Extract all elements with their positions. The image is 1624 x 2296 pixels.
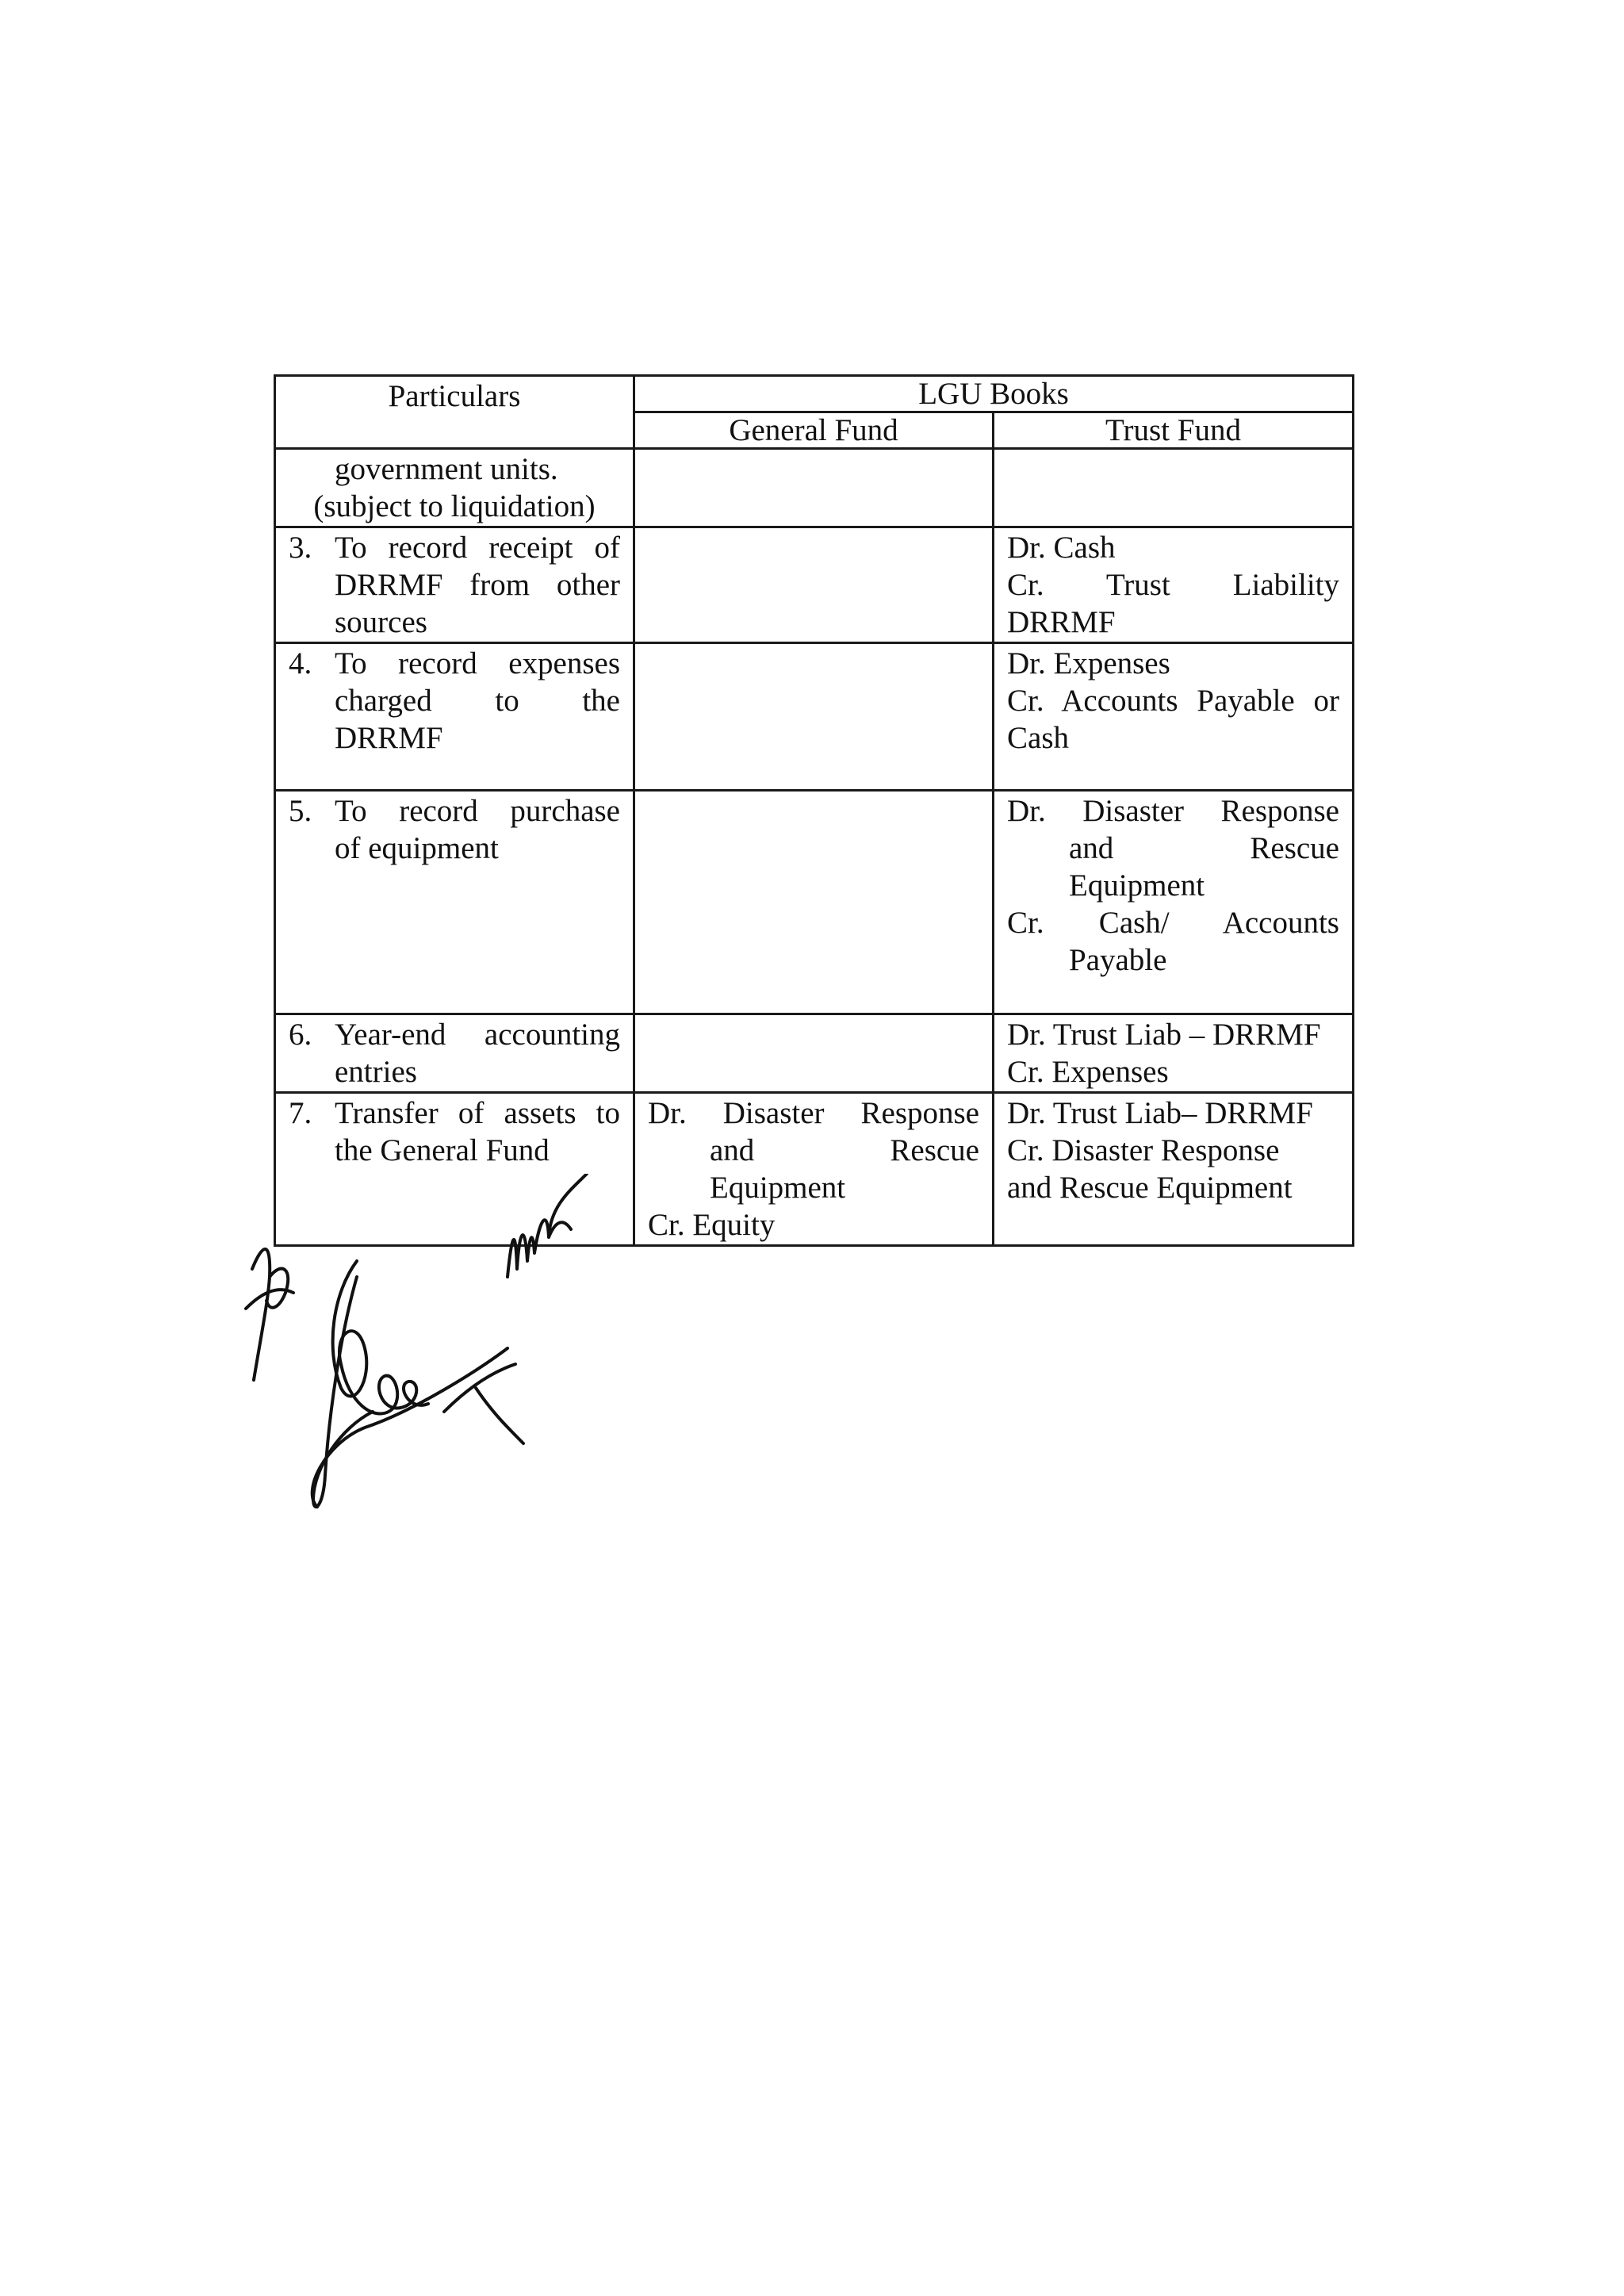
header-particulars: Particulars [275, 376, 634, 449]
trust-fund-line: Dr. Expenses [1007, 646, 1170, 680]
trust-fund-line: Cr. Expenses [1007, 1055, 1169, 1089]
trust-fund-line: Dr. Trust Liab – DRRMF [1007, 1018, 1321, 1052]
particulars-line: Transfer of assets to [335, 1096, 620, 1130]
general-fund-cell [634, 791, 994, 1014]
particulars-line: sources [335, 605, 427, 639]
particulars-line: (subject to liquidation) [313, 489, 596, 523]
trust-fund-cell [994, 1093, 1354, 1246]
particulars-line: of equipment [335, 831, 499, 865]
trust-fund-line: Cr. Cash/ Accounts [1007, 906, 1339, 940]
row-number: 6. [289, 1018, 312, 1052]
accounting-entries-table [274, 374, 1354, 1247]
trust-fund-line: Equipment [1069, 868, 1205, 903]
particulars-line: To record expenses [335, 646, 620, 680]
particulars-cell [275, 643, 634, 791]
particulars-cell [275, 1014, 634, 1093]
general-fund-line: and Rescue [710, 1133, 979, 1167]
signature-main [312, 1261, 523, 1507]
trust-fund-line: Dr. Disaster Response [1007, 794, 1339, 828]
signature-initials-2 [508, 1174, 587, 1277]
particulars-line: To record receipt of [335, 531, 620, 565]
particulars-cell [275, 791, 634, 1014]
trust-fund-line: DRRMF [1007, 605, 1116, 639]
particulars-line: the General Fund [335, 1133, 550, 1167]
trust-fund-cell [994, 449, 1354, 527]
trust-fund-line: Cr. Disaster Response [1007, 1133, 1280, 1167]
trust-fund-cell [994, 527, 1354, 643]
particulars-line: DRRMF from other [335, 568, 620, 602]
trust-fund-line: and Rescue Equipment [1007, 1171, 1293, 1205]
trust-fund-line: Payable [1069, 943, 1167, 977]
general-fund-cell [634, 643, 994, 791]
table-row [275, 791, 1354, 1014]
general-fund-cell [634, 449, 994, 527]
general-fund-cell [634, 1093, 994, 1246]
particulars-line: entries [335, 1055, 417, 1089]
particulars-line: To record purchase [335, 794, 620, 828]
row-number: 5. [289, 794, 312, 828]
header-general-fund: General Fund [634, 412, 994, 449]
table-row [275, 1014, 1354, 1093]
trust-fund-line: Cr. Trust Liability [1007, 568, 1339, 602]
trust-fund-line: Dr. Trust Liab– DRRMF [1007, 1096, 1313, 1130]
general-fund-cell [634, 527, 994, 643]
table-row [275, 643, 1354, 791]
trust-fund-cell [994, 791, 1354, 1014]
trust-fund-line: and Rescue [1069, 831, 1339, 865]
general-fund-line: Equipment [710, 1171, 846, 1205]
particulars-cell [275, 449, 634, 527]
particulars-cell [275, 527, 634, 643]
row-number: 7. [289, 1096, 312, 1130]
general-fund-line: Cr. Equity [648, 1208, 776, 1242]
header-trust-fund: Trust Fund [994, 412, 1354, 449]
row-number: 4. [289, 646, 312, 680]
signature-initials-1 [246, 1249, 293, 1380]
particulars-line: Year-end accounting [335, 1018, 620, 1052]
trust-fund-cell [994, 643, 1354, 791]
particulars-line: government units. [335, 452, 558, 486]
header-lgu-books: LGU Books [634, 376, 1354, 412]
handwritten-signatures [238, 1174, 619, 1539]
particulars-line: DRRMF [335, 721, 443, 755]
table-row [275, 527, 1354, 643]
trust-fund-line: Cash [1007, 721, 1069, 755]
table-row [275, 449, 1354, 527]
trust-fund-cell [994, 1014, 1354, 1093]
trust-fund-line: Cr. Accounts Payable or [1007, 684, 1339, 718]
row-number: 3. [289, 531, 312, 565]
trust-fund-line: Dr. Cash [1007, 531, 1116, 565]
general-fund-cell [634, 1014, 994, 1093]
particulars-line: charged to the [335, 684, 620, 718]
general-fund-line: Dr. Disaster Response [648, 1096, 979, 1130]
